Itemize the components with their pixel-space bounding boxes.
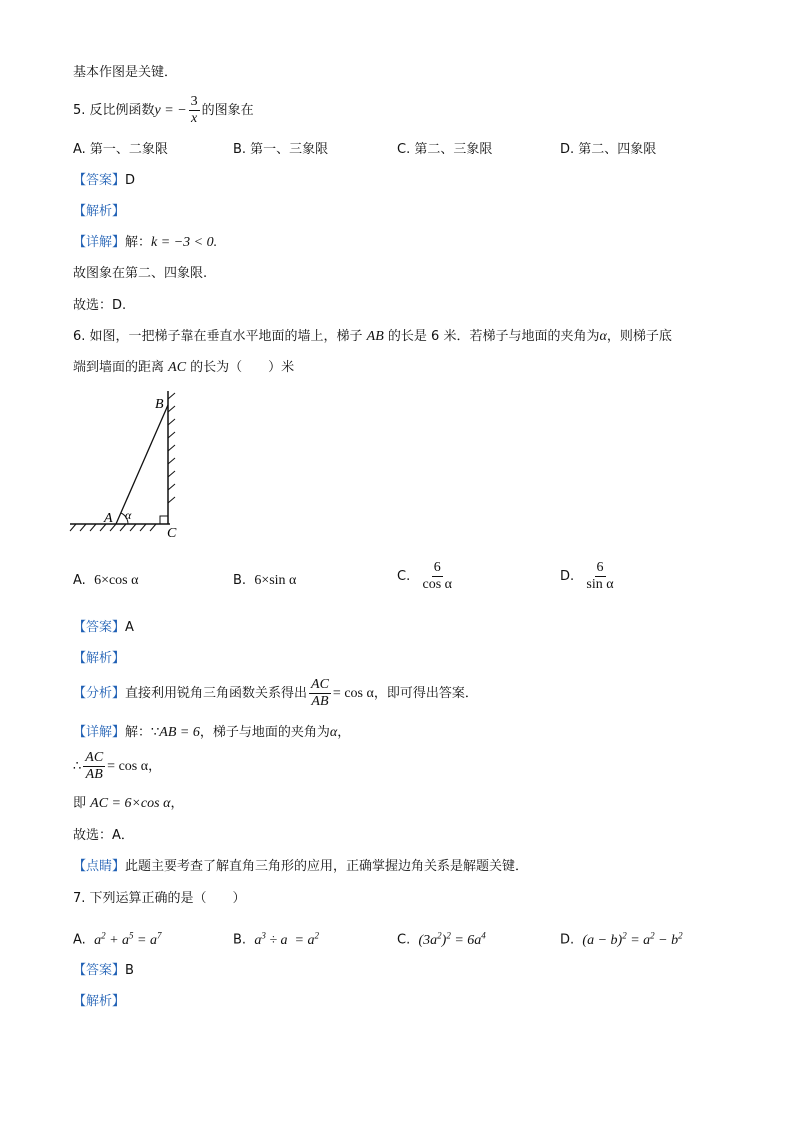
q6-opt-c-label: C. bbox=[397, 569, 411, 584]
wall-hatching bbox=[168, 393, 175, 503]
q6-opt-b-label: B. bbox=[233, 573, 247, 588]
q6-option-c bbox=[397, 560, 456, 593]
question-6-line-2 bbox=[73, 359, 294, 377]
q7-opt-d-label: D. bbox=[560, 932, 575, 948]
q6-text-b: 的长是 6 米．若梯子与地面的夹角为 bbox=[383, 329, 600, 344]
q7-opt-b-label: B. bbox=[233, 932, 247, 948]
question-5 bbox=[73, 94, 254, 127]
q6-ac: AC bbox=[168, 360, 187, 375]
dianjing-text: 此题主要考查了解直角三角形的应用，正确掌握边角关系是解题关键． bbox=[125, 859, 529, 874]
q6-opt-b-expr: 6×sin α bbox=[254, 573, 297, 588]
detail-text: 解： bbox=[125, 235, 152, 250]
detail-alpha: α bbox=[329, 725, 338, 740]
q6-option-b bbox=[233, 572, 296, 590]
ladder-line bbox=[116, 405, 168, 524]
therefore-num: AC bbox=[85, 750, 104, 765]
q7-opt-b-expr: $a^3 \div a = a^2$ bbox=[254, 930, 319, 948]
detail-text-c: ， bbox=[337, 725, 351, 740]
previous-answer-tail: 基本作图是关键． bbox=[73, 65, 178, 80]
q7-option-b bbox=[233, 926, 319, 950]
q5-option-b: B. 第一、三象限 bbox=[233, 142, 329, 157]
q7-answer bbox=[73, 962, 134, 980]
q6-text-c: ，则梯子底 bbox=[606, 329, 672, 344]
q6-ji bbox=[73, 795, 183, 813]
detail-math: AB = 6 bbox=[159, 725, 200, 740]
q6-opt-c-num: 6 bbox=[433, 560, 441, 575]
label-c: C bbox=[167, 526, 177, 541]
label-b: B bbox=[155, 397, 164, 412]
ji-text-b: ， bbox=[170, 796, 184, 811]
q5-option-d: D. 第二、四象限 bbox=[560, 142, 657, 157]
fenxi-tag: 【分析】 bbox=[73, 686, 126, 701]
answer-tag: 【答案】 bbox=[73, 173, 126, 188]
therefore-end: ， bbox=[148, 759, 162, 774]
q5-prefix: 5. 反比例函数 bbox=[73, 103, 155, 118]
fenxi-text-b: ，即可得出答案． bbox=[373, 686, 478, 701]
q5-suffix: 的图象在 bbox=[201, 103, 254, 118]
fenxi-num: AC bbox=[311, 677, 329, 692]
q6-opt-a-expr: 6×cos α bbox=[94, 573, 139, 588]
ji-text-a: 即 bbox=[73, 796, 91, 811]
q6-choice: 故选：A． bbox=[73, 828, 134, 843]
q6-option-d bbox=[560, 560, 618, 593]
q6-analysis-tag: 【解析】 bbox=[73, 651, 126, 666]
ji-math: AC = 6×cos α bbox=[90, 796, 171, 811]
q6-detail bbox=[73, 724, 350, 742]
dianjing-tag: 【点睛】 bbox=[73, 859, 126, 874]
q7-opt-c-label: C. bbox=[397, 932, 411, 948]
q5-option-a: A. 第一、二象限 bbox=[73, 142, 168, 157]
label-a: A bbox=[104, 511, 113, 526]
q7-analysis-tag: 【解析】 bbox=[73, 994, 126, 1009]
fenxi-den: AB bbox=[311, 694, 329, 709]
q5-choice: 故选：D. bbox=[73, 298, 127, 313]
q6-text-e: 的长为（ ）米 bbox=[186, 360, 295, 375]
q7-option-c bbox=[397, 926, 486, 950]
q6-dianjing bbox=[73, 858, 528, 876]
ladder-figure bbox=[66, 385, 196, 545]
q7-opt-c-expr: $(3a^2)^2 = 6a^4$ bbox=[418, 930, 486, 948]
q6-fenxi bbox=[73, 677, 478, 710]
detail-text-a: 解：∵ bbox=[125, 725, 160, 740]
q7-opt-d-expr: $(a - b)^2 = a^2 - b^2$ bbox=[582, 930, 683, 948]
q5-option-c: C. 第二、三象限 bbox=[397, 142, 493, 157]
q6-answer bbox=[73, 619, 134, 637]
q6-opt-d-num: 6 bbox=[596, 560, 604, 575]
label-alpha: α bbox=[125, 508, 132, 522]
q7-opt-a-expr: $a^2 + a^5 = a^7$ bbox=[94, 930, 162, 948]
q5-answer bbox=[73, 172, 135, 190]
q7-opt-a-label: A. bbox=[73, 932, 86, 948]
ground-hatching bbox=[70, 524, 156, 531]
answer-value: B bbox=[125, 963, 134, 978]
therefore-den: AB bbox=[85, 767, 103, 782]
answer-value: D bbox=[125, 173, 136, 188]
q5-fraction bbox=[189, 94, 200, 127]
question-7: 7. 下列运算正确的是（ ） bbox=[73, 891, 246, 906]
q7-option-a bbox=[73, 926, 161, 950]
therefore-symbol: ∴ bbox=[73, 759, 82, 774]
answer-tag: 【答案】 bbox=[73, 963, 126, 978]
q5-num: 3 bbox=[190, 94, 198, 109]
fenxi-eq: = cos α bbox=[332, 686, 374, 701]
q6-opt-a-label: A. bbox=[73, 573, 86, 588]
detail-text-b: ，梯子与地面的夹角为 bbox=[199, 725, 330, 740]
therefore-eq: = cos α bbox=[107, 759, 149, 774]
detail-tag: 【详解】 bbox=[73, 725, 126, 740]
answer-value: A bbox=[125, 620, 134, 635]
q6-text-d: 端到墙面的距离 bbox=[73, 360, 169, 375]
answer-tag: 【答案】 bbox=[73, 620, 126, 635]
q5-detail bbox=[73, 234, 217, 252]
q5-lhs: y = − bbox=[154, 103, 187, 118]
q6-opt-c-den: cos α bbox=[422, 577, 452, 592]
right-angle-mark bbox=[160, 516, 168, 524]
q5-conclusion: 故图象在第二、四象限. bbox=[73, 266, 208, 281]
detail-tag: 【详解】 bbox=[73, 235, 126, 250]
q6-opt-d-label: D. bbox=[560, 569, 575, 584]
q6-text-a: 6. 如图，一把梯子靠在垂直水平地面的墙上，梯子 bbox=[73, 329, 367, 344]
q6-option-a bbox=[73, 572, 138, 590]
fenxi-text-a: 直接利用锐角三角函数关系得出 bbox=[125, 686, 308, 701]
q6-alpha: α bbox=[599, 329, 607, 344]
question-6-line-1 bbox=[73, 328, 672, 346]
q5-analysis-tag: 【解析】 bbox=[73, 204, 126, 219]
q6-ab: AB bbox=[366, 329, 384, 344]
detail-math: k = −3 < 0. bbox=[151, 235, 218, 250]
q7-option-d bbox=[560, 926, 683, 950]
q5-den: x bbox=[191, 111, 198, 126]
q6-opt-d-den: sin α bbox=[586, 577, 614, 592]
q6-therefore bbox=[73, 750, 161, 783]
